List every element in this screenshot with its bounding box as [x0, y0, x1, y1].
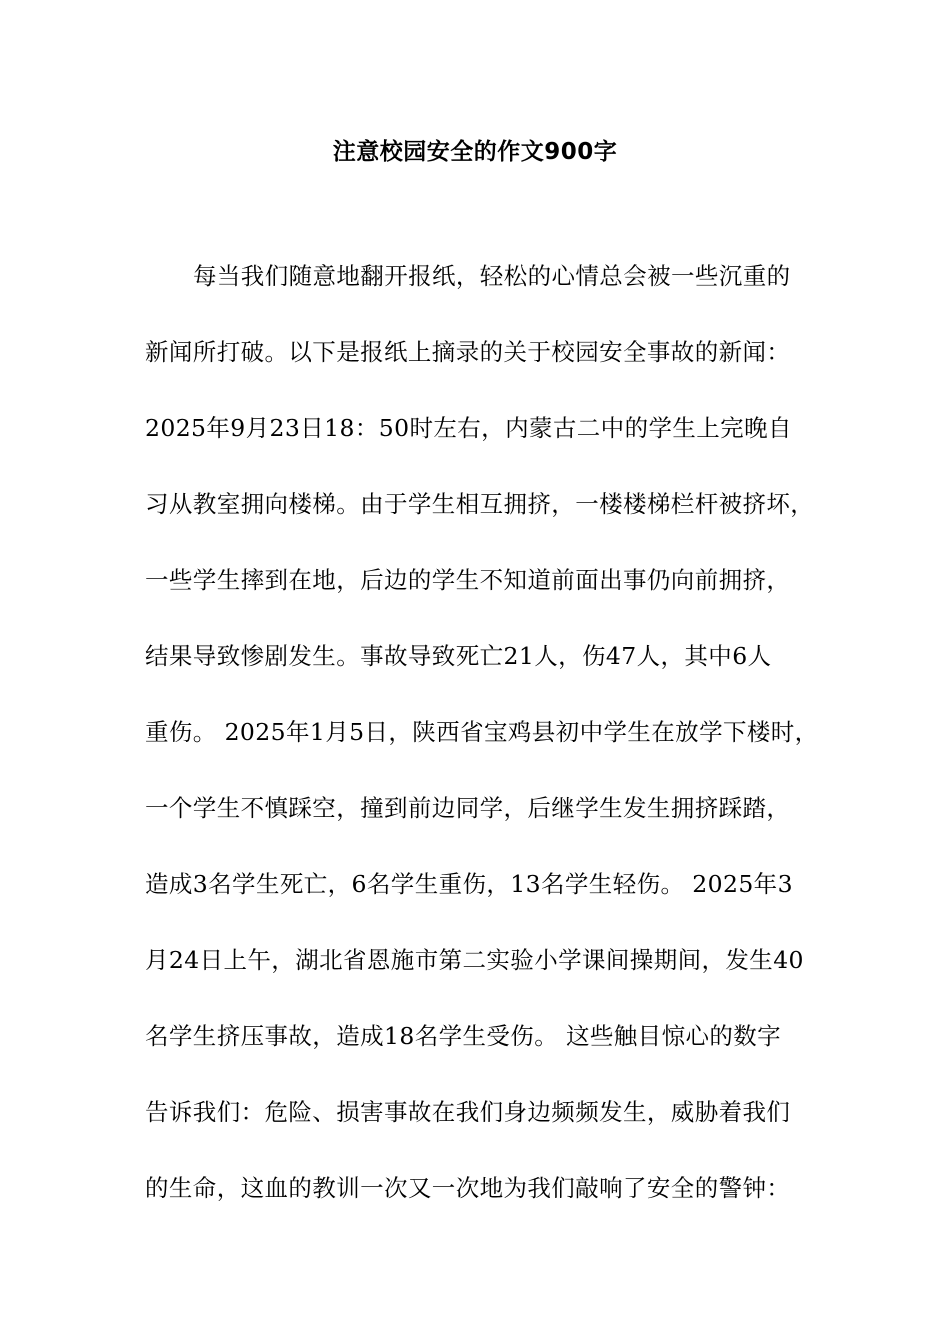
paragraph-line: 习从教室拥向楼梯。由于学生相互拥挤，一楼楼梯栏杆被挤坏， [145, 490, 815, 518]
paragraph-line: 新闻所打破。以下是报纸上摘录的关于校园安全事故的新闻： [145, 338, 791, 366]
paragraph-line: 一些学生摔到在地，后边的学生不知道前面出事仍向前拥挤， [145, 566, 791, 594]
paragraph-line: 重伤。 2025年1月5日，陕西省宝鸡县初中学生在放学下楼时， [145, 718, 819, 746]
paragraph-line: 告诉我们：危险、损害事故在我们身边频频发生，威胁着我们 [145, 1098, 791, 1126]
paragraph-line: 的生命，这血的教训一次又一次地为我们敲响了安全的警钟： [145, 1174, 791, 1202]
article-body [145, 256, 819, 1244]
paragraph-line: 每当我们随意地翻开报纸，轻松的心情总会被一些沉重的 [193, 262, 791, 290]
paragraph-line: 结果导致惨剧发生。事故导致死亡21人，伤47人，其中6人 [145, 642, 772, 670]
paragraph-line: 造成3名学生死亡，6名学生重伤，13名学生轻伤。 2025年3 [145, 870, 793, 898]
page-title: 注意校园安全的作文900字 [332, 139, 618, 165]
paragraph-line: 2025年9月23日18：50时左右，内蒙古二中的学生上完晚自 [145, 414, 792, 442]
paragraph-line: 一个学生不慎踩空，撞到前边同学，后继学生发生拥挤踩踏， [145, 794, 791, 822]
paragraph-line: 名学生挤压事故，造成18名学生受伤。 这些触目惊心的数字 [145, 1022, 782, 1050]
paragraph-line: 月24日上午，湖北省恩施市第二实验小学课间操期间，发生40 [145, 946, 804, 974]
